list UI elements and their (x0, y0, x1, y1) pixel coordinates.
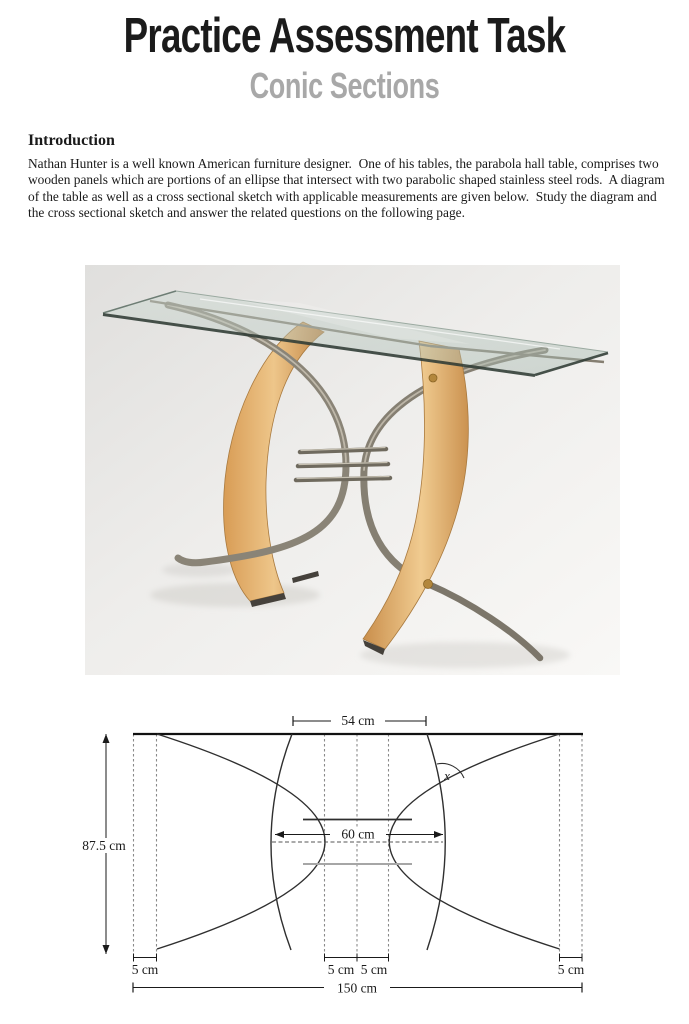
label-5cm-left: 5 cm (131, 962, 159, 977)
introduction-paragraph: Nathan Hunter is a well known American furniture designer. One of his tables, the parabola hall table, comprises two wooden panels which are portions of an ellipse that intersect with two parabolic shaped stainless steel rods. A diagram of the table as well as a cross sectional sketch with applicable measurements are given below. Study the diagram and the cross sectional sketch and answer the related questions on the following page. (28, 156, 668, 221)
brass-joint-bottom (424, 580, 433, 589)
dim-60cm (275, 827, 443, 842)
label-5cm-center-right: 5 cm (360, 962, 388, 977)
header (0, 10, 689, 105)
cross-section-sketch (0, 690, 689, 1024)
label-5cm-right: 5 cm (557, 962, 585, 977)
cross-section-diagram (0, 690, 689, 1024)
right-parabola-curve (389, 734, 559, 949)
label-60cm: 60 cm (341, 826, 375, 842)
dim-54cm (293, 713, 426, 729)
label-87-5cm: 87.5 cm (82, 838, 126, 853)
angle-x-marker (437, 763, 464, 783)
page-subtitle: Conic Sections (249, 64, 440, 106)
dim-87-5cm (77, 734, 131, 954)
introduction-heading: Introduction (28, 132, 115, 149)
label-5cm-center-left: 5 cm (327, 962, 355, 977)
bottom-brackets (134, 954, 583, 962)
label-150cm: 150 cm (336, 980, 378, 996)
table-photo-illustration (85, 265, 620, 675)
dim-150cm (133, 980, 582, 996)
page-title: Practice Assessment Task (123, 9, 566, 63)
label-54cm: 54 cm (341, 713, 375, 728)
label-angle-x: x (444, 768, 450, 783)
dashed-guides (134, 734, 583, 955)
brass-joint-top (429, 374, 437, 382)
table-photo (85, 265, 620, 675)
